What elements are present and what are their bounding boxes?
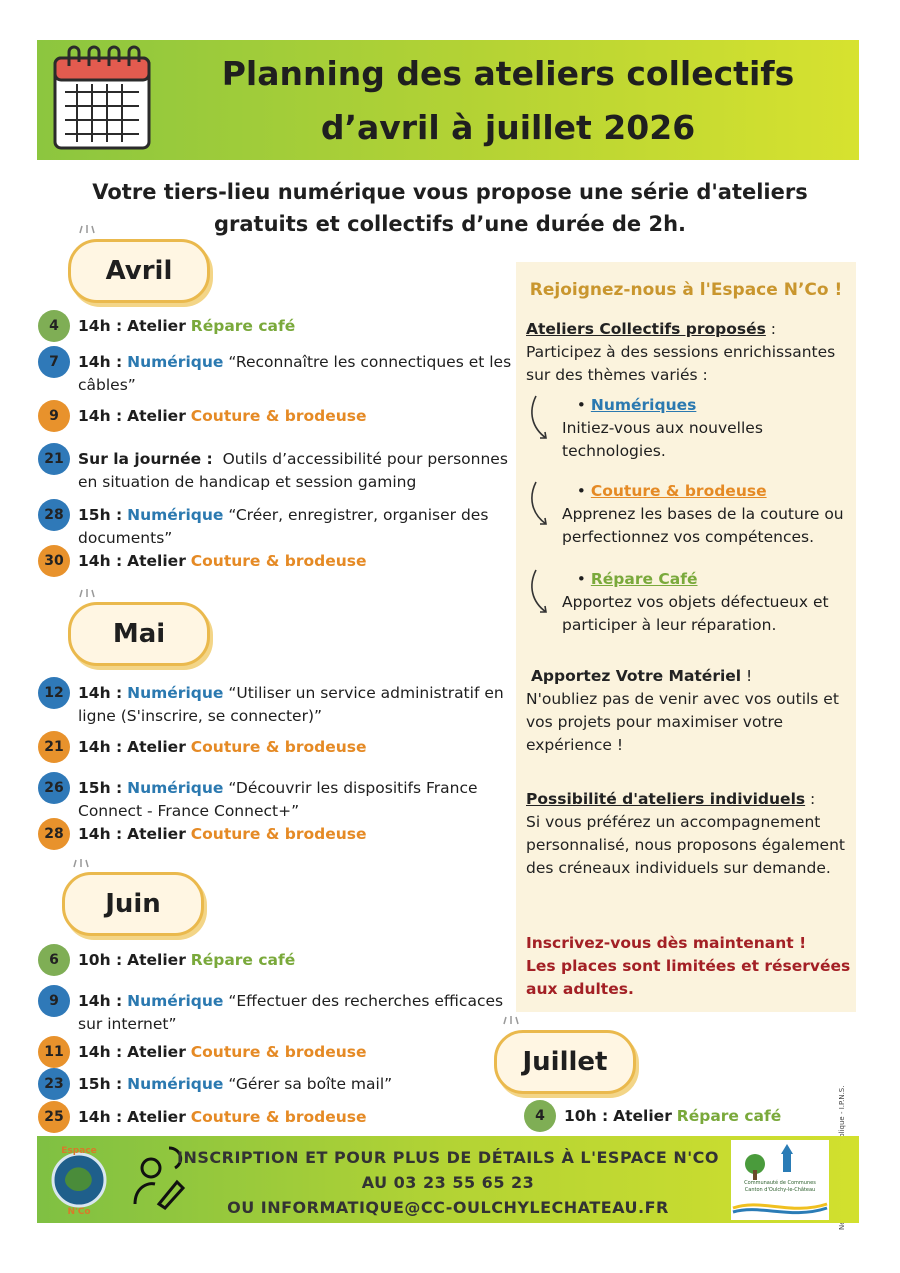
event-day: 21: [38, 443, 70, 475]
event-topic: Couture & brodeuse: [190, 1043, 367, 1061]
page-title-line1: Planning des ateliers collectifs: [221, 54, 795, 93]
event-time: 10h :: [78, 951, 123, 969]
svg-text:Espace: Espace: [61, 1146, 97, 1156]
event-day: 4: [38, 310, 70, 342]
event-desc: “Effectuer des recherches efficaces sur internet”: [78, 992, 504, 1033]
intro-text: [0, 176, 900, 240]
event-topic: Couture & brodeuse: [190, 407, 367, 425]
month-badge-june: Juin: [62, 872, 204, 936]
event-desc: “Utiliser un service administratif en ligne (S'inscrire, se connecter)”: [78, 684, 504, 725]
event-desc: “Créer, enregistrer, organiser des documents”: [78, 506, 489, 547]
event-desc: “Découvrir les dispositifs France Connect - France Connect+”: [78, 779, 478, 820]
event-day: 30: [38, 545, 70, 577]
event-topic: Répare café: [190, 317, 296, 335]
intro-line1: Votre tiers-lieu numérique vous propose une série d'ateliers: [92, 180, 808, 204]
logo-right-line2: Canton d'Oulchy-le-Château: [744, 1187, 816, 1193]
individual-section: [526, 788, 851, 880]
event-day: 25: [38, 1101, 70, 1133]
event-time: 14h :: [78, 1043, 123, 1061]
event-kind: Atelier: [127, 552, 186, 570]
event-time: 15h :: [78, 779, 123, 797]
event-topic: Couture & brodeuse: [190, 825, 367, 843]
event-topic: Répare café: [190, 951, 296, 969]
bullet-repare-cafe: • Répare Café Apportez vos objets défectueux et participer à leur réparation.: [562, 570, 829, 634]
event-topic: Répare café: [676, 1107, 782, 1125]
panel-heading: Rejoignez-nous à l'Espace N’Co !: [529, 280, 843, 300]
event-topic: Numérique: [127, 1075, 224, 1093]
material-title: Apportez Votre Matériel: [530, 667, 742, 685]
event-time: 14h :: [78, 992, 123, 1010]
event-day: 28: [38, 818, 70, 850]
collective-section: [526, 318, 851, 387]
material-text: N'oubliez pas de venir avec vos outils et vos projets pour maximiser votre expérience !: [526, 690, 839, 754]
collective-text: Participez à des sessions enrichissantes sur des thèmes variés :: [526, 343, 836, 384]
individual-text: Si vous préférez un accompagnement personnalisé, nous proposons également des créneaux individuels sur demande.: [526, 813, 845, 877]
sparkle-icon: [72, 858, 90, 868]
material-section: [526, 665, 851, 757]
event-time: Sur la journée :: [78, 450, 213, 468]
event-time: 14h :: [78, 1108, 123, 1126]
event-topic: Couture & brodeuse: [190, 552, 367, 570]
event-time: 14h :: [78, 552, 123, 570]
curved-arrow-icon: [528, 394, 552, 444]
month-badge-july: Juillet: [494, 1030, 636, 1094]
logo-right-line1: Communauté de Communes: [744, 1180, 816, 1186]
header-banner: [37, 40, 859, 160]
event-topic: Numérique: [127, 684, 224, 702]
collective-title: Ateliers Collectifs proposés: [526, 320, 766, 338]
wave-icon: [731, 1198, 829, 1216]
info-panel: [516, 262, 856, 1012]
individual-colon: :: [805, 790, 816, 808]
event-day: 9: [38, 985, 70, 1017]
intro-line2: gratuits et collectifs d’une durée de 2h.: [213, 212, 687, 236]
bullet-couture: • Couture & brodeuse Apprenez les bases de la couture ou perfectionnez vos compétences.: [562, 482, 844, 546]
event-desc: “Reconnaître les connectiques et les câbles”: [78, 353, 512, 394]
page-title-line2: d’avril à juillet 2026: [320, 108, 696, 147]
event-day: 28: [38, 499, 70, 531]
bullet-text: Apportez vos objets défectueux et participer à leur réparation.: [562, 593, 829, 634]
cta-line2: Les places sont limitées et réservées aux adultes.: [526, 957, 851, 998]
footer-banner: [37, 1136, 859, 1223]
cta-section: [526, 932, 851, 1001]
bullet-numeriques: • Numériques Initiez-vous aux nouvelles technologies.: [562, 396, 763, 460]
footer-line1: INSCRIPTION ET POUR PLUS DE DÉTAILS À L'ESPACE N'CO: [177, 1148, 719, 1167]
bullet-text: Apprenez les bases de la couture ou perfectionnez vos compétences.: [562, 505, 844, 546]
collective-colon: :: [765, 320, 777, 338]
event-time: 14h :: [78, 353, 123, 371]
event-day: 23: [38, 1068, 70, 1100]
sparkle-icon: [78, 588, 96, 598]
event-kind: Atelier: [127, 317, 186, 335]
event-time: 14h :: [78, 407, 123, 425]
bullet-label: Couture & brodeuse: [590, 482, 767, 500]
event-time: 14h :: [78, 825, 123, 843]
event-topic: Couture & brodeuse: [190, 1108, 367, 1126]
event-topic: Numérique: [127, 353, 224, 371]
event-kind: Atelier: [127, 951, 186, 969]
event-topic: Couture & brodeuse: [190, 738, 367, 756]
svg-text:N'Co: N'Co: [67, 1207, 91, 1216]
event-topic: Numérique: [127, 779, 224, 797]
event-time: 10h :: [564, 1107, 609, 1125]
event-time: 15h :: [78, 506, 123, 524]
curved-arrow-icon: [528, 568, 552, 618]
month-badge-may: Mai: [68, 602, 210, 666]
month-badge-april: Avril: [68, 239, 210, 303]
event-time: 14h :: [78, 684, 123, 702]
event-kind: Atelier: [127, 407, 186, 425]
cc-oulchy-logo: [731, 1140, 829, 1220]
bullet-label: Numériques: [590, 396, 697, 414]
event-time: 14h :: [78, 317, 123, 335]
footer-phone[interactable]: AU 03 23 55 65 23: [361, 1173, 535, 1192]
event-desc: Outils d’accessibilité pour personnes en situation de handicap et session gaming: [78, 450, 508, 491]
event-desc: “Gérer sa boîte mail”: [228, 1075, 393, 1093]
event-time: 14h :: [78, 738, 123, 756]
bullet-label: Répare Café: [590, 570, 698, 588]
event-kind: Atelier: [613, 1107, 672, 1125]
event-day: 7: [38, 346, 70, 378]
event-topic: Numérique: [127, 992, 224, 1010]
event-kind: Atelier: [127, 1043, 186, 1061]
individual-title: Possibilité d'ateliers individuels: [526, 790, 806, 808]
event-day: 12: [38, 677, 70, 709]
event-topic: Numérique: [127, 506, 224, 524]
footer-email[interactable]: OU INFORMATIQUE@CC-OULCHYLECHATEAU.FR: [227, 1198, 669, 1217]
event-day: 9: [38, 400, 70, 432]
cta-line1: Inscrivez-vous dès maintenant !: [526, 934, 807, 952]
sparkle-icon: [78, 224, 96, 234]
event-day: 4: [524, 1100, 556, 1132]
event-time: 15h :: [78, 1075, 123, 1093]
event-kind: Atelier: [127, 825, 186, 843]
event-day: 21: [38, 731, 70, 763]
material-excl: !: [741, 667, 753, 685]
bullet-text: Initiez-vous aux nouvelles technologies.: [562, 419, 763, 460]
curved-arrow-icon: [528, 480, 552, 530]
event-kind: Atelier: [127, 1108, 186, 1126]
event-day: 11: [38, 1036, 70, 1068]
event-kind: Atelier: [127, 738, 186, 756]
event-day: 26: [38, 772, 70, 804]
event-day: 6: [38, 944, 70, 976]
